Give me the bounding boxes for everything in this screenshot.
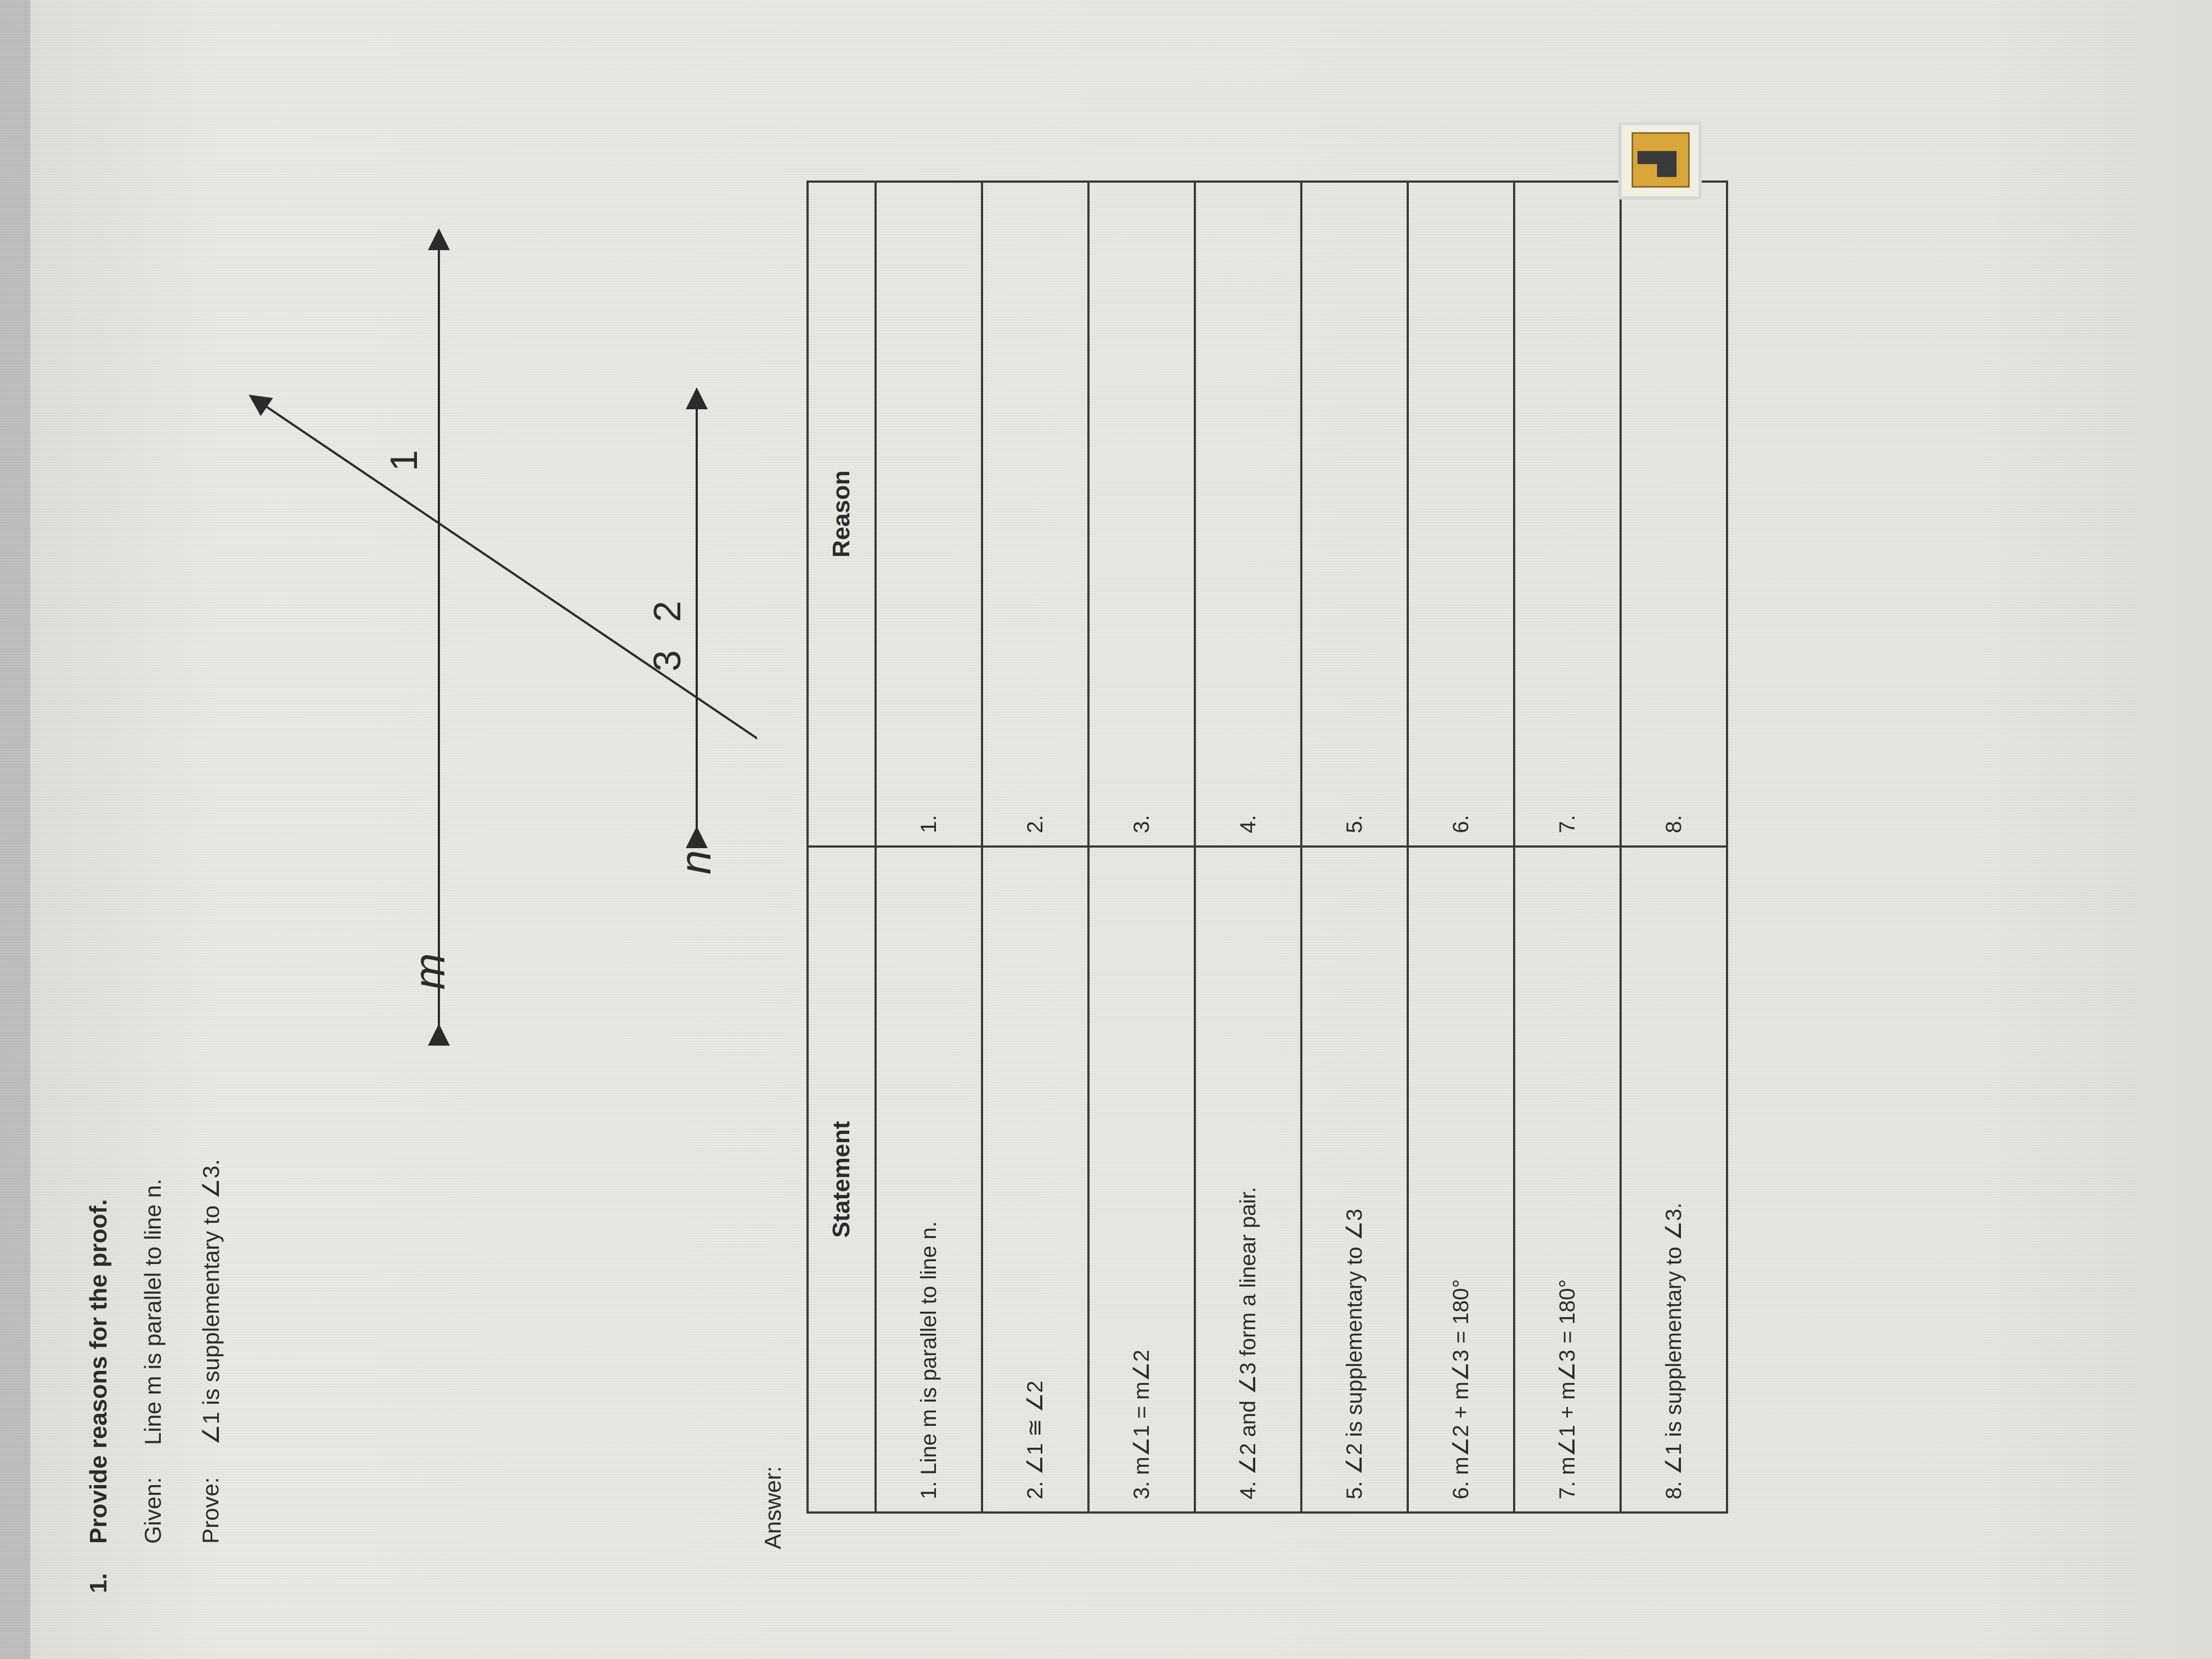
statement-cell: 2. ∠1 ≅ ∠2	[982, 847, 1088, 1513]
table-row	[876, 182, 982, 1513]
given-label: Given:	[140, 1477, 166, 1544]
parallel-lines-diagram	[88, 227, 757, 1050]
prove-text: ∠1 is supplementary to ∠3.	[198, 1159, 224, 1445]
statement-cell: 7. m∠1 + m∠3 = 180°	[1514, 847, 1621, 1513]
reason-cell[interactable]: 6.	[1408, 182, 1514, 847]
table-row	[1088, 182, 1195, 1513]
reason-cell[interactable]: 8.	[1621, 182, 1727, 847]
question-number: 1.	[85, 1573, 112, 1593]
proof-table	[806, 180, 1728, 1514]
given-text: Line m is parallel to line n.	[140, 1178, 166, 1445]
statement-cell: 8. ∠1 is supplementary to ∠3.	[1621, 847, 1727, 1513]
table-header-row	[808, 182, 876, 1513]
transversal-line	[252, 397, 757, 798]
table-row	[1301, 182, 1408, 1513]
folder-app-icon[interactable]	[1618, 122, 1702, 200]
angle-1-label: 1	[382, 450, 425, 471]
reason-cell[interactable]: 3.	[1088, 182, 1195, 847]
statement-header: Statement	[808, 847, 876, 1513]
table-row	[982, 182, 1088, 1513]
prove-label: Prove:	[198, 1477, 223, 1544]
table-row	[1195, 182, 1301, 1513]
reason-cell[interactable]: 7.	[1514, 182, 1621, 847]
reason-cell[interactable]: 4.	[1195, 182, 1301, 847]
reason-cell[interactable]: 1.	[876, 182, 982, 847]
question-prompt: Provide reasons for the proof.	[85, 1199, 112, 1544]
chart-icon: ▟	[1638, 151, 1677, 177]
angle-2-label: 2	[646, 601, 689, 622]
reason-cell[interactable]: 5.	[1301, 182, 1408, 847]
table-row	[1621, 182, 1727, 1513]
table-row	[1514, 182, 1621, 1513]
statement-cell: 6. m∠2 + m∠3 = 180°	[1408, 847, 1514, 1513]
answer-label: Answer:	[760, 1466, 786, 1549]
table-row	[1408, 182, 1514, 1513]
line-m-label: m	[405, 953, 454, 990]
angle-3-label: 3	[646, 650, 689, 672]
statement-cell: 4. ∠2 and ∠3 form a linear pair.	[1195, 847, 1301, 1513]
reason-header: Reason	[808, 182, 876, 847]
statement-cell: 1. Line m is parallel to line n.	[876, 847, 982, 1513]
statement-cell: 3. m∠1 = m∠2	[1088, 847, 1195, 1513]
reason-cell[interactable]: 2.	[982, 182, 1088, 847]
statement-cell: 5. ∠2 is supplementary to ∠3	[1301, 847, 1408, 1513]
line-n-label: n	[671, 850, 720, 874]
